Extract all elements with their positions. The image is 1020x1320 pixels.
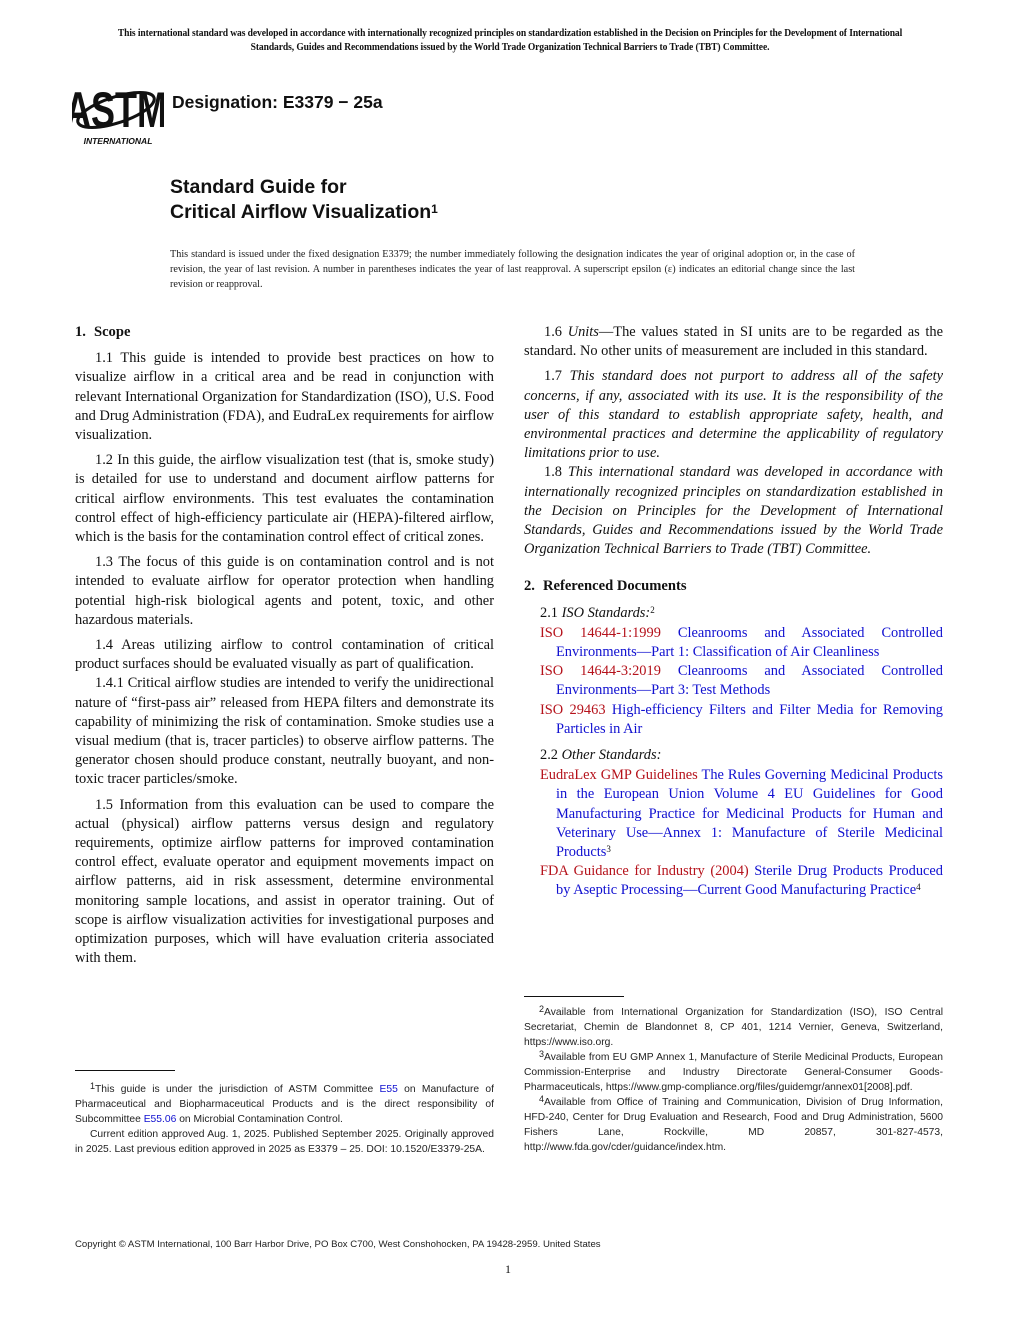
title-line-1: Standard Guide for [170,176,347,198]
footnote-1: $^1$This guide is under the jurisdiction of ASTM Committee E55 on Manufacture of Pharmaceutical and Biopharmaceutical Products and is the direct responsibility of Subcommittee E55.06 on Microbial Contamination Control. [75,1081,495,1125]
footnote-ref-3[interactable]: 3 [606,844,611,855]
link-e55-06[interactable]: E55.06 [143,1114,177,1125]
subsection-iso-standards: 2.1 ISO Standards:$^2$ [540,604,655,621]
designation: Designation: E3379 − 25a [172,92,383,112]
paragraph-1-6: 1.6 Units—The values stated in SI units are to be regarded as the standard. No other units of measurement are included in this standard. [524,324,943,360]
paragraph-1-5: 1.5 Information from this evaluation can be used to compare the actual (physical) airflow patterns versus design and regulatory requirements, optimize airflow patterns for improved contamination control effect, evaluate operator and equipment movements impact on airflow patterns, aid in risk assessment, determine environmental monitoring sample locations, and assist in operator training. Out of scope is airflow visualization activities for investigational purposes and optimization purposes, which will have evaluation criteria associated with them. [75,796,494,967]
footnotes-right [524,1005,943,1155]
footnote-ref-4[interactable]: 4 [916,882,921,893]
paragraph-1-3: 1.3 The focus of this guide is on contamination control and is not intended to evaluate airflow for operator protection when handling potential high-risk biological agents and potent, toxic, and other hazardous materials. [75,554,494,628]
wto-notice: This international standard was developed in accordance with internationally recognized principles on standardization established in the Decision on Principles for the Development of International Standards, Guides and Recommendations issued by the World Trade Organization Technical Barriers to Trade (TBT) Committee. [117,28,903,53]
paragraph-1-4: 1.4 Areas utilizing airflow to control contamination of critical product surfaces should be evaluated visually as part of qualification. [75,637,494,673]
reference-iso-14644-3[interactable]: ISO 14644-3:2019 Cleanrooms and Associated Controlled Environments—Part 3: Test Methods [540,663,943,699]
footnote-ref-2[interactable]: 2 [650,604,655,615]
footnote-1-edition: Current edition approved Aug. 1, 2025. Published September 2025. Originally approved in 2025. Last previous edition approved in 2025 as E3379 – 25. DOI: 10.1520/E3379-25A. [75,1129,494,1155]
reference-fda-guidance[interactable]: FDA Guidance for Industry (2004) Sterile Drug Products Produced by Aseptic Processing—Current Good Manufacturing Practice$^4$ [540,863,943,899]
footnote-2: $^2$Available from International Organization for Standardization (ISO), ISO Central Secretariat, Chemin de Blandonnet 8, CP 401, 1214 Vernier, Geneva, Switzerland, https://www.iso.org. [524,1004,943,1048]
svg-text:INTERNATIONAL: INTERNATIONAL [83,136,153,146]
issue-note: This standard is issued under the fixed designation E3379; the number immediately following the designation indicates the year of original adoption or, in the case of revision, the year of last revision. A number in parentheses indicates the year of last reapproval. A superscript epsilon (ε) indicates an editorial change since the last revision or reapproval. [170,249,855,290]
copyright: Copyright © ASTM International, 100 Barr Harbor Drive, PO Box C700, West Conshohocken, PA 19428-2959. United States [75,1239,601,1250]
link-e55[interactable]: E55 [379,1084,398,1095]
reference-iso-29463[interactable]: ISO 29463 High-efficiency Filters and Filter Media for Removing Particles in Air [540,701,943,737]
page-title [170,175,438,225]
section-heading-scope: 1. Scope [75,324,131,340]
footnote-divider-left [75,1070,175,1071]
reference-eudralex[interactable]: EudraLex GMP Guidelines The Rules Governing Medicinal Products in the European Union Volume 4 EU Guidelines for Good Manufacturing Practice for Medicinal Products for Human and Veterinary Use—Annex 1: Manufacture of Sterile Medicinal Products$^3$ [540,767,943,861]
astm-logo [72,78,164,148]
title-line-2: Critical Airflow Visualization$^1$ [170,201,438,223]
section-heading-referenced-documents: 2. Referenced Documents [524,578,687,595]
footnote-4: $^4$Available from Office of Training and Communication, Division of Drug Information, HFD-240, Center for Drug Evaluation and Research, Food and Drug Administration, 5600 Fishers Lane, Rockville, MD 20857, 301-827-4573, http://www.fda.gov/cder/guidance/index.htm. [524,1094,943,1153]
left-column [75,323,494,975]
reference-iso-14644-1[interactable]: ISO 14644-1:1999 Cleanrooms and Associated Controlled Environments—Part 1: Classification of Air Cleanliness [540,624,943,661]
paragraph-1-8: 1.8 This international standard was developed in accordance with internationally recognized principles on standardization established in the Decision on Principles for the Development of International Standards, Guides and Recommendations issued by the World Trade Organization Technical Barriers to Trade (TBT) Committee. [524,464,943,558]
subsection-other-standards: 2.2 Other Standards: [540,747,662,764]
footnote-3: $^3$Available from EU GMP Annex 1, Manufacture of Sterile Medicinal Products, European Commission-Enterprise and Industry Directorate General-Consumer Goods-Pharmaceuticals, https://www.gmp-compliance.org/files/guidemgr/annex01[2008].pdf. [524,1049,943,1093]
paragraph-1-2: 1.2 In this guide, the airflow visualization test (that is, smoke study) is detailed for use to understand and document airflow patterns for critical airflow environments. This test evaluates the contamination control effect of high-efficiency particulate air (HEPA)-filtered airflow, which is the basis for the contamination control effect of critical zones. [75,452,494,546]
footnote-divider-right [524,996,624,997]
paragraph-1-4-1: 1.4.1 Critical airflow studies are intended to verify the unidirectional nature of “first-pass air” released from HEPA filters and demonstrate its capability of minimizing the risk of contamination. Smoke studies use a visual medium (that is, tracer particles) to observe airflow patterns. The generator chosen should produce constant, neutrally buoyant, and non-toxic tracer particles/smoke. [75,675,494,788]
paragraph-1-7: 1.7 This standard does not purport to address all of the safety concerns, if any, associated with its use. It is the responsibility of the user of this standard to establish appropriate safety, health, and environmental practices and determine the applicability of regulatory limitations prior to use. [524,368,943,462]
astm-logo-icon [72,78,164,148]
footnotes-left [75,1082,494,1157]
page-number: 1 [505,1262,511,1276]
svg-text:ASTM: ASTM [72,82,164,139]
right-column [524,323,943,901]
title-footnote-ref[interactable]: 1 [431,202,438,216]
paragraph-1-1: 1.1 This guide is intended to provide best practices on how to visualize airflow in a critical area and be read in conjunction with relevant International Organization for Standardization (ISO), U.S. Food and Drug Administration (FDA), and EudraLex requirements for airflow visualization. [75,350,494,444]
